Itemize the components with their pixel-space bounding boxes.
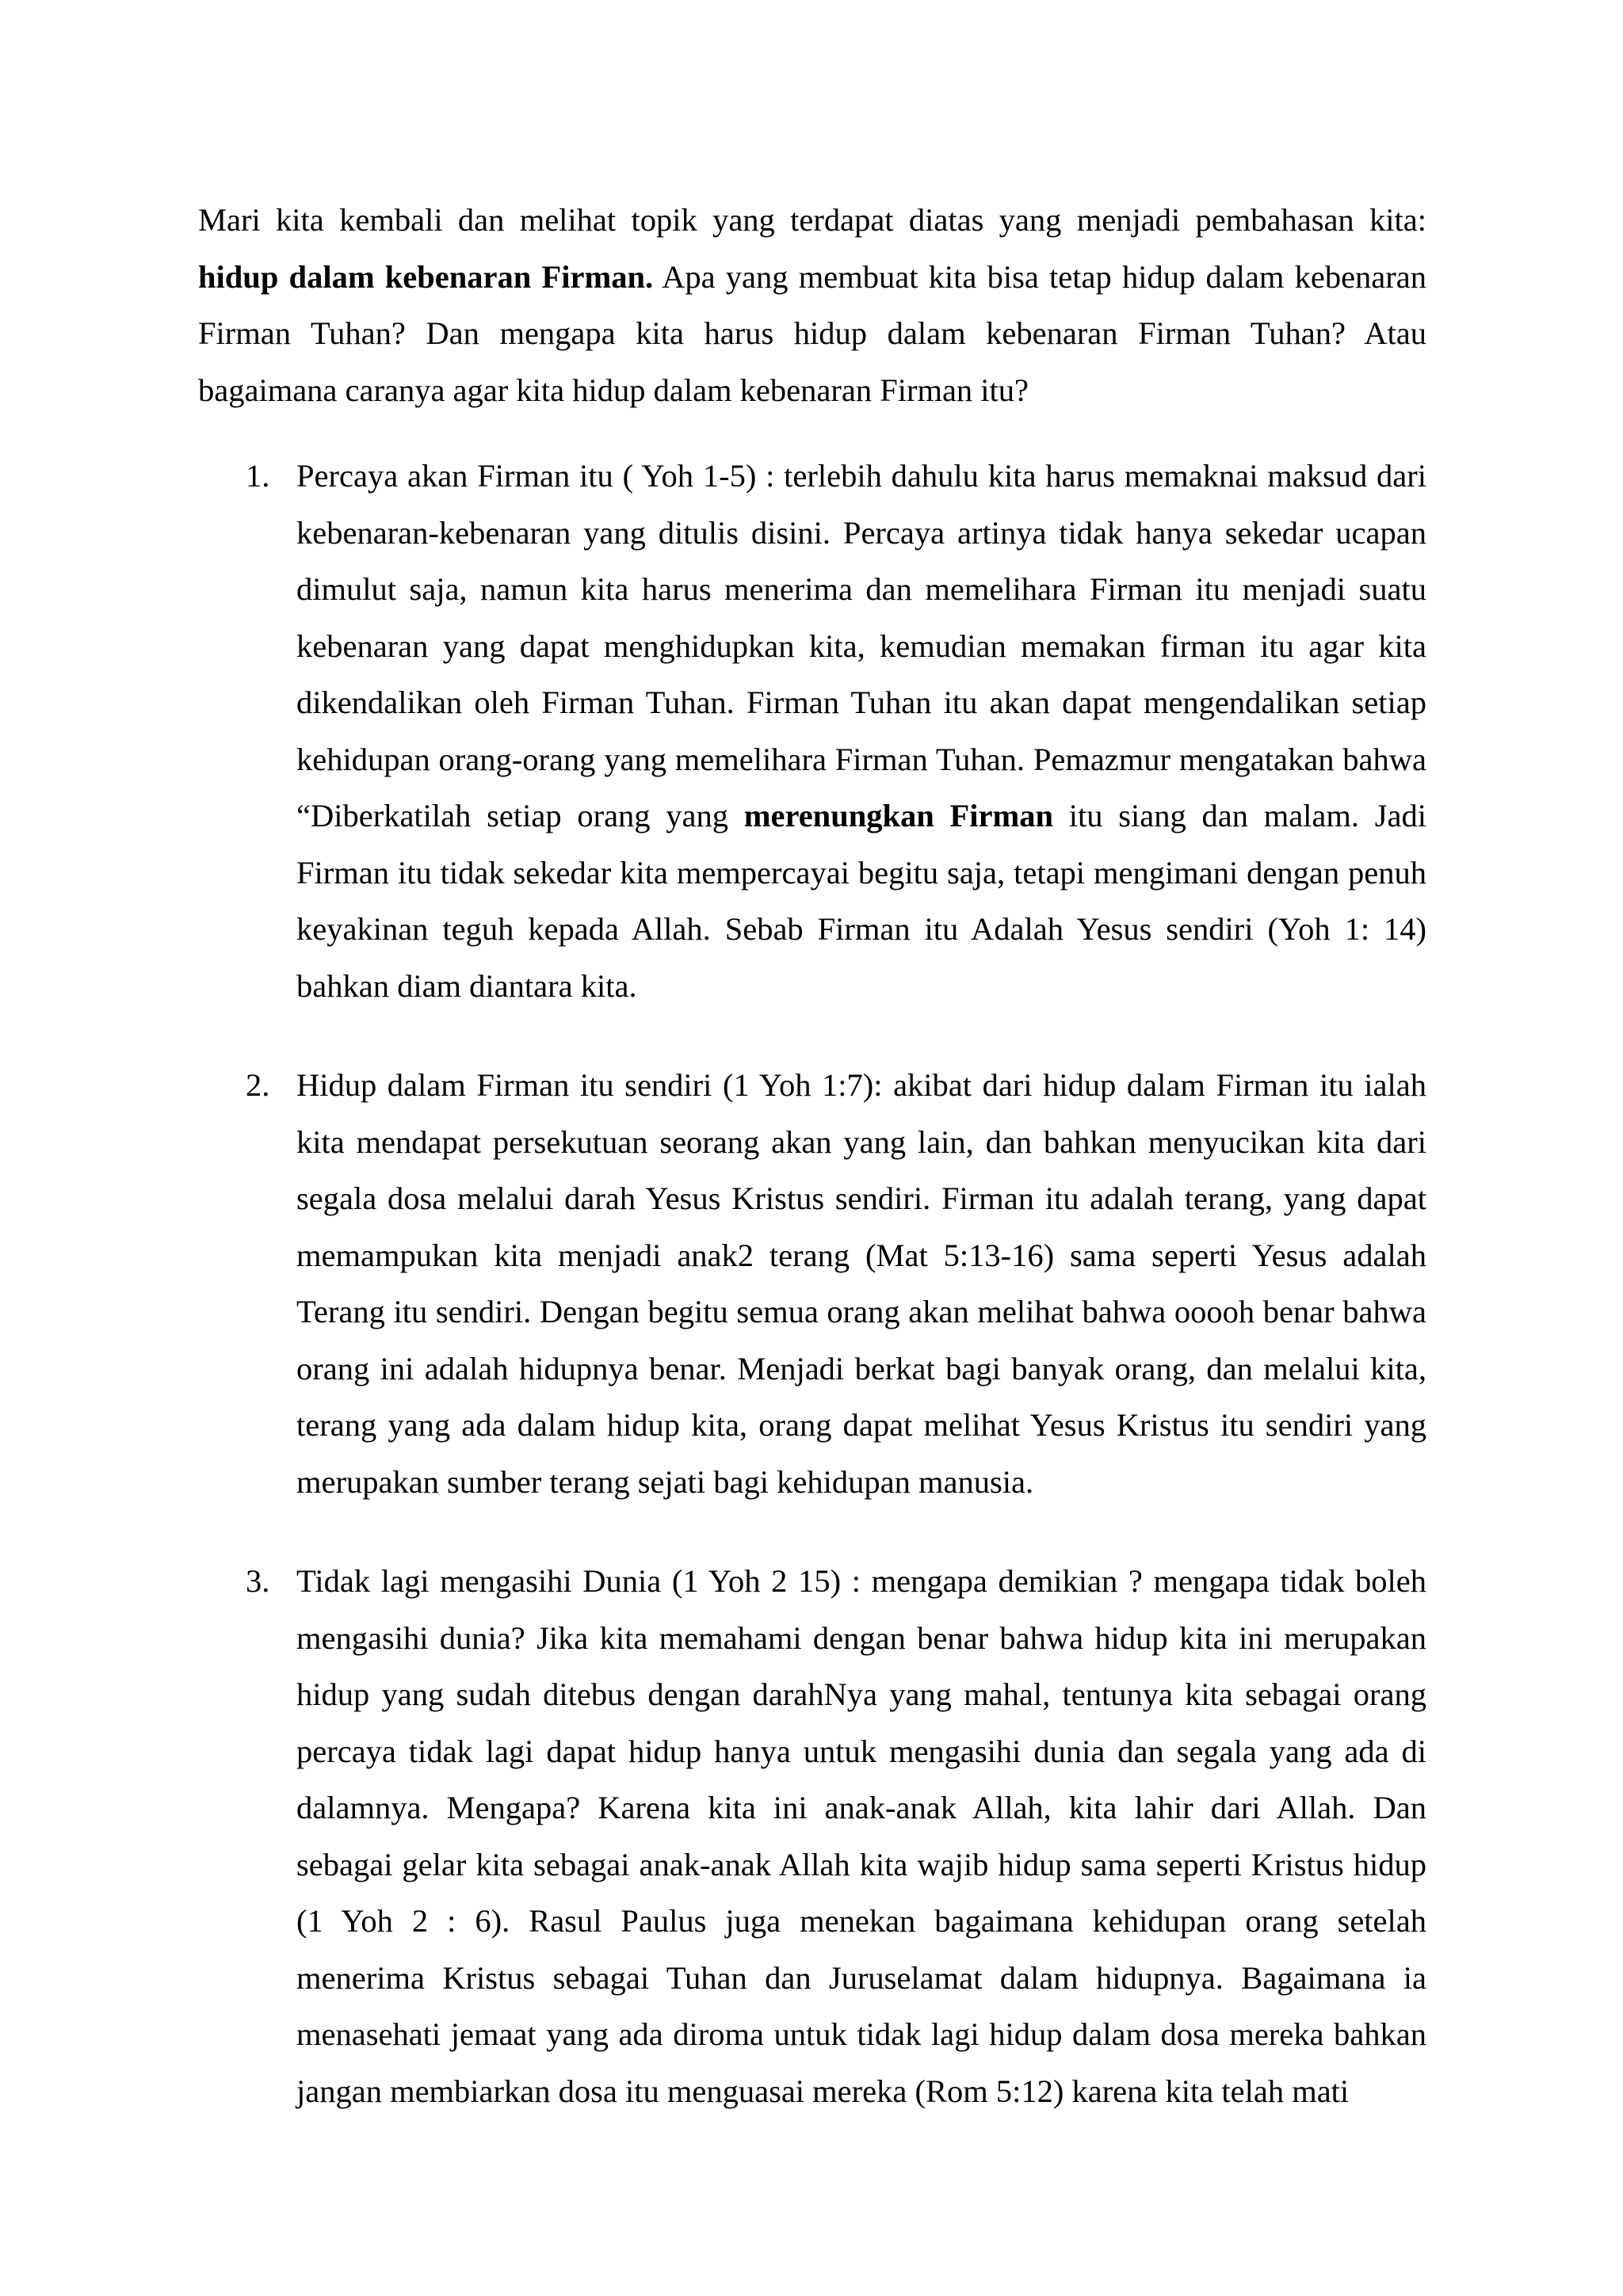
list-item-number: 1. [246,458,270,494]
list-item-1 [198,448,1426,1014]
intro-text-start: Mari kita kembali dan melihat topik yang terdapat diatas yang menjadi pembahasan kita: [198,202,1426,238]
intro-paragraph [198,192,1426,418]
list-item-2 [198,1057,1426,1510]
list-item-text-start: Percaya akan Firman itu ( Yoh 1-5) : terlebih dahulu kita harus memaknai maksud dari kebenaran-kebenaran yang ditulis disini. Percaya artinya tidak hanya sekedar ucapan dimulut saja, namun kita harus menerima dan memelihara Firman itu menjadi suatu kebenaran yang dapat menghidupkan kita, kemudian memakan firman itu agar kita dikendalikan oleh Firman Tuhan. Firman Tuhan itu akan dapat mengendalikan setiap kehidupan orang-orang yang memelihara Firman Tuhan. Pemazmur mengatakan bahwa “Diberkatilah setiap orang yang [296,458,1426,833]
intro-text-end: Apa yang membuat kita bisa tetap hidup dalam kebenaran Firman Tuhan? Dan mengapa kita harus hidup dalam kebenaran Firman Tuhan? Atau bagaimana caranya agar kita hidup dalam kebenaran Firman itu? [198,258,1426,408]
list-item-text-end: itu siang dan malam. Jadi Firman itu tidak sekedar kita mempercayai begitu saja, tetapi mengimani dengan penuh keyakinan teguh kepada Allah. Sebab Firman itu Adalah Yesus sendiri (Yoh 1: 14) bahkan diam diantara kita. [296,798,1426,1004]
numbered-list [198,448,1426,2162]
list-item-number: 2. [246,1067,270,1103]
list-item-number: 3. [246,1563,270,1599]
list-item-text: Tidak lagi mengasihi Dunia (1 Yoh 2 15) : mengapa demikian ? mengapa tidak boleh mengasihi dunia? Jika kita memahami dengan benar bahwa hidup kita ini merupakan hidup yang sudah ditebus dengan darahNya yang mahal, tentunya kita sebagai orang percaya tidak lagi dapat hidup hanya untuk mengasihi dunia dan segala yang ada di dalamnya. Mengapa? Karena kita ini anak-anak Allah, kita lahir dari Allah. Dan sebagai gelar kita sebagai anak-anak Allah kita wajib hidup sama seperti Kristus hidup (1 Yoh 2 : 6). Rasul Paulus juga menekan bagaimana kehidupan orang setelah menerima Kristus sebagai Tuhan dan Juruselamat dalam hidupnya. Bagaimana ia menasehati jemaat yang ada diroma untuk tidak lagi hidup dalam dosa mereka bahkan jangan membiarkan dosa itu menguasai mereka (Rom 5:12) karena kita telah mati [296,1563,1426,2109]
list-item-text [296,448,1426,1014]
list-item-3 [198,1553,1426,2119]
intro-bold-phrase: hidup dalam kebenaran Firman. [198,258,654,295]
list-item-text: Hidup dalam Firman itu sendiri (1 Yoh 1:7): akibat dari hidup dalam Firman itu ialah kita mendapat persekutuan seorang akan yang lain, dan bahkan menyucikan kita dari segala dosa melalui darah Yesus Kristus sendiri. Firman itu adalah terang, yang dapat memampukan kita menjadi anak2 terang (Mat 5:13-16) sama seperti Yesus adalah Terang itu sendiri. Dengan begitu semua orang akan melihat bahwa ooooh benar bahwa orang ini adalah hidupnya benar. Menjadi berkat bagi banyak orang, dan melalui kita, terang yang ada dalam hidup kita, orang dapat melihat Yesus Kristus itu sendiri yang merupakan sumber terang sejati bagi kehidupan manusia. [296,1067,1426,1500]
list-item-bold-phrase: merenungkan Firman [743,798,1054,833]
